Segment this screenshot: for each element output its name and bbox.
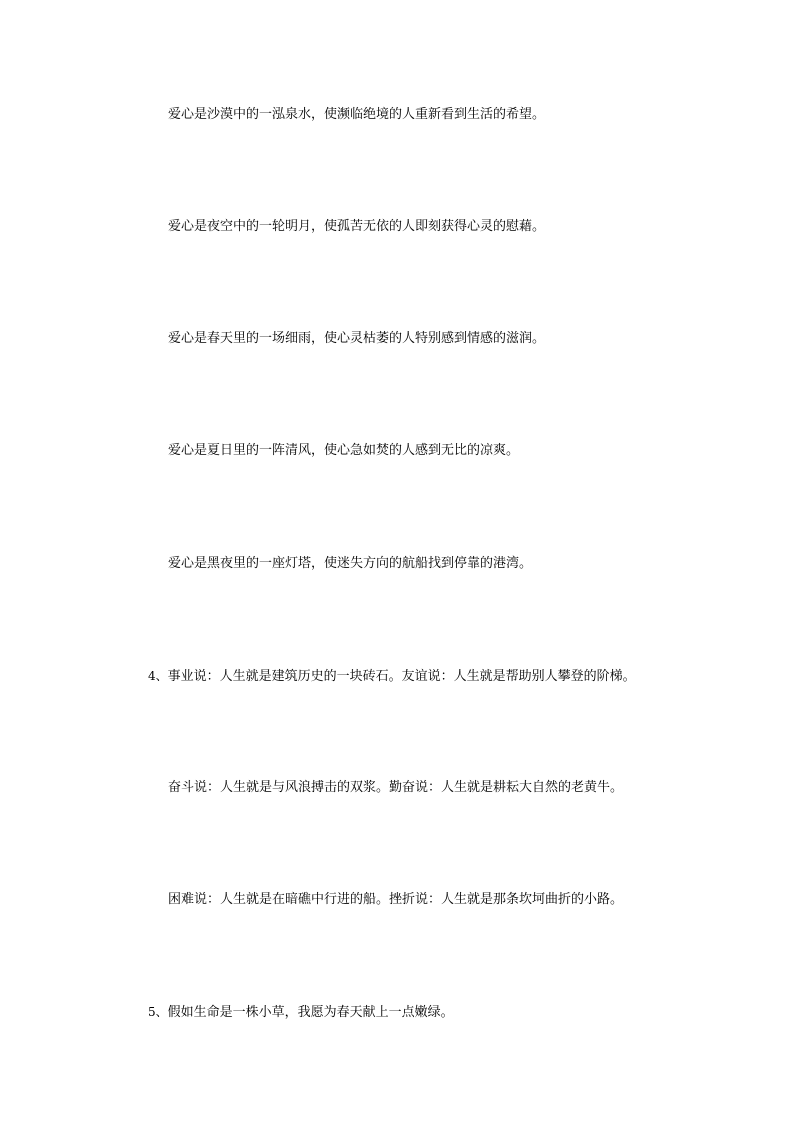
paragraph-struggle-diligence	[168, 780, 623, 796]
paragraph-difficulty-setback	[168, 892, 623, 908]
list-number: 4、	[148, 669, 168, 683]
paragraph-text: 爱心是沙漠中的一泓泉水，使濒临绝境的人重新看到生活的希望。	[168, 107, 546, 122]
paragraph-text: 奋斗说：人生就是与风浪搏击的双浆。勤奋说：人生就是耕耘大自然的老黄牛。	[168, 780, 624, 795]
paragraph-love-summer-breeze	[168, 443, 519, 459]
paragraph-text: 爱心是黑夜里的一座灯塔，使迷失方向的航船找到停靠的港湾。	[168, 556, 533, 571]
paragraph-love-spring-rain	[168, 331, 545, 347]
paragraph-text: 困难说：人生就是在暗礁中行进的船。挫折说：人生就是那条坎坷曲折的小路。	[168, 892, 624, 907]
paragraph-item-5	[148, 1004, 454, 1021]
paragraph-love-lighthouse	[168, 556, 532, 572]
paragraph-text: 爱心是夜空中的一轮明月，使孤苦无依的人即刻获得心灵的慰藉。	[168, 219, 546, 234]
paragraph-item-4	[148, 668, 636, 685]
paragraph-text: 爱心是春天里的一场细雨，使心灵枯萎的人特别感到情感的滋润。	[168, 331, 546, 346]
paragraph-text: 爱心是夏日里的一阵清风，使心急如焚的人感到无比的凉爽。	[168, 443, 520, 458]
paragraph-love-moon	[168, 219, 545, 235]
paragraph-text: 假如生命是一株小草，我愿为春天献上一点嫩绿。	[167, 1005, 454, 1020]
list-number: 5、	[148, 1005, 168, 1019]
paragraph-love-spring-water	[168, 107, 545, 123]
paragraph-text: 事业说：人生就是建筑历史的一块砖石。友谊说：人生就是帮助别人攀登的阶梯。	[167, 669, 636, 684]
